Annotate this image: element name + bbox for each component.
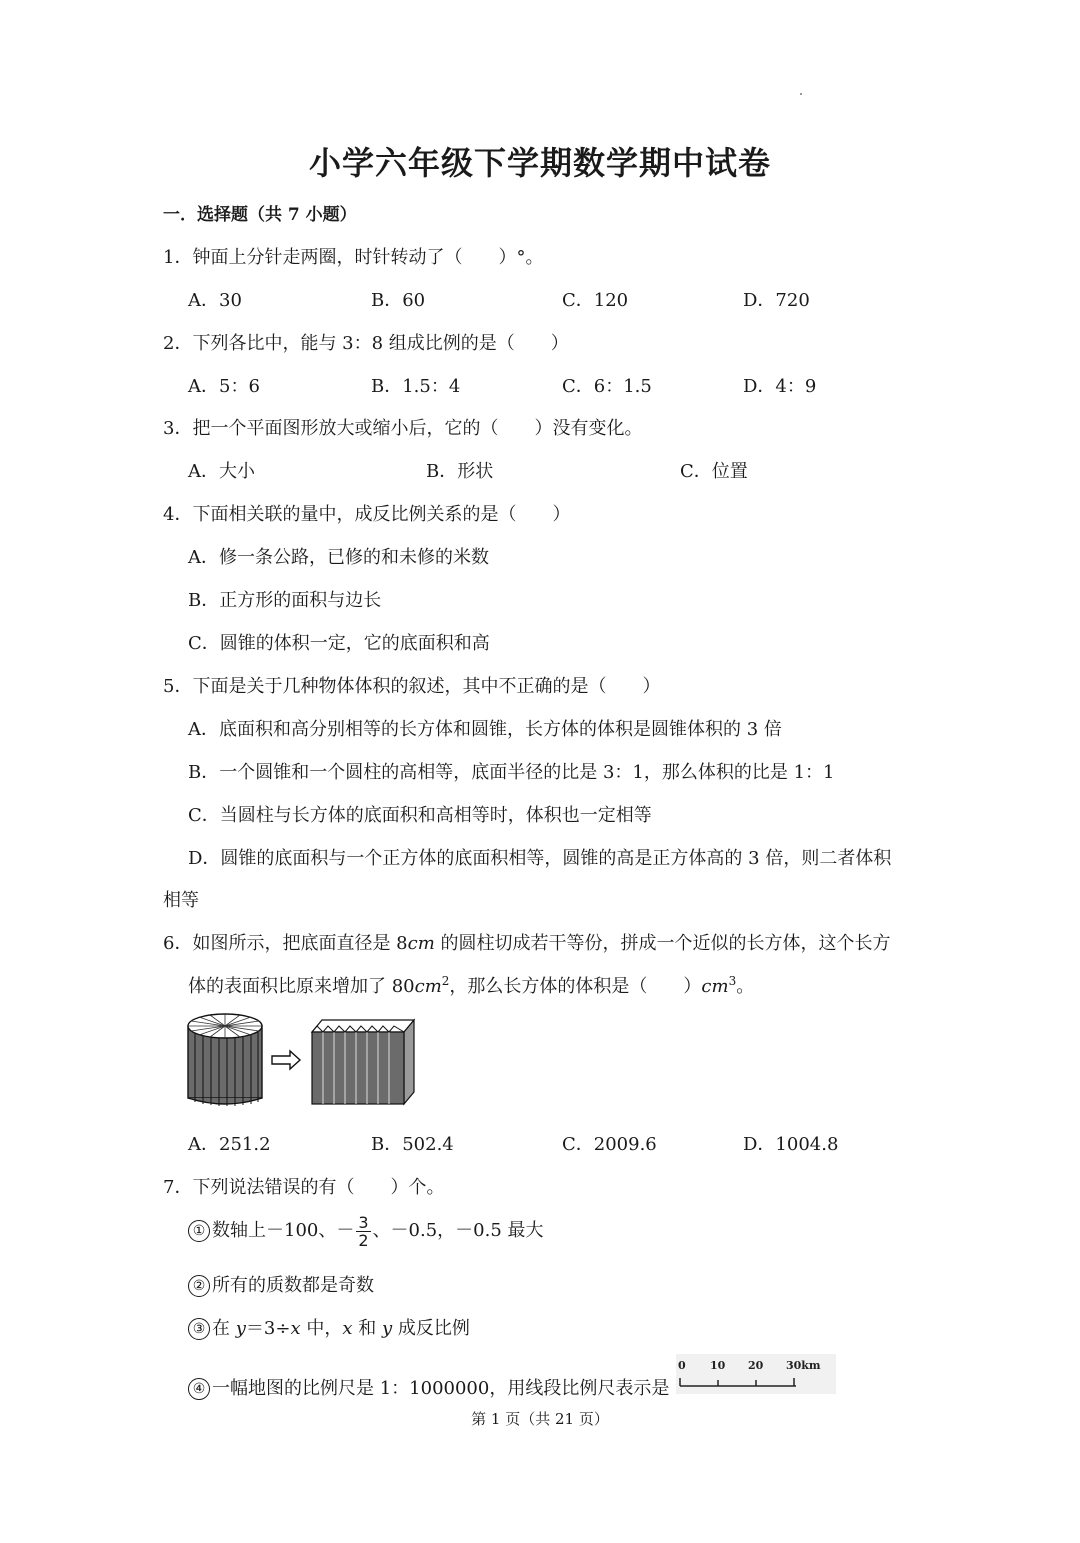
q6-unit-cm-2: cm: [414, 976, 442, 997]
q7-item-1-text-b: 、－0.5，－0.5 最大: [372, 1220, 544, 1241]
q6-text-b: 的圆柱切成若干等份，拼成一个近似的长方体，这个长方: [434, 933, 891, 954]
q6-option-a[interactable]: A．251.2: [188, 1134, 271, 1155]
q4-option-a[interactable]: A．修一条公路，已修的和未修的米数: [188, 547, 489, 568]
cuboid-figure: [312, 1020, 414, 1104]
q6-text-e: 。: [736, 976, 755, 997]
scale-bar-svg: [676, 1354, 836, 1394]
q7-item-3-text-b: ＝3÷: [245, 1318, 291, 1339]
q6-text-a: 6．如图所示，把底面直径是 8: [163, 933, 408, 954]
q5-option-b[interactable]: B．一个圆锥和一个圆柱的高相等，底面半径的比是 3：1，那么体积的比是 1：1: [188, 762, 835, 783]
q3-option-b[interactable]: B．形状: [426, 461, 494, 482]
q3-option-a[interactable]: A．大小: [188, 461, 255, 482]
var-x-2: x: [342, 1318, 353, 1339]
q7-item-3-text-a: 在: [212, 1318, 236, 1339]
question-2-stem: 2．下列各比中，能与 3：8 组成比例的是（ ）: [163, 333, 569, 354]
fraction-three-halves: [356, 1214, 370, 1249]
q2-option-b[interactable]: B．1.5：4: [371, 376, 461, 397]
q7-item-1: [188, 1208, 544, 1254]
question-7-stem: 7．下列说法错误的有（ ）个。: [163, 1177, 445, 1198]
q7-item-3-text-e: 成反比例: [392, 1318, 470, 1339]
q6-option-c[interactable]: C．2009.6: [562, 1134, 657, 1155]
question-4-stem: 4．下面相关联的量中，成反比例关系的是（ ）: [163, 504, 571, 525]
q7-item-3-text-d: 和: [352, 1318, 382, 1339]
q6-unit-cm: cm: [407, 933, 435, 954]
scale-label-0: 0: [678, 1359, 686, 1372]
circled-number-3: ③: [188, 1318, 210, 1340]
question-6-line-1: [163, 929, 891, 955]
fraction-denominator: 2: [358, 1230, 369, 1250]
scale-bar-figure: [676, 1354, 836, 1394]
q5-option-a[interactable]: A．底面积和高分别相等的长方体和圆锥，长方体的体积是圆锥体积的 3 倍: [188, 719, 782, 740]
q5-option-d[interactable]: D．圆锥的底面积与一个正方体的底面积相等，圆锥的高是正方体高的 3 倍，则二者体积: [188, 848, 892, 869]
scale-label-30km: 30km: [786, 1359, 821, 1372]
q6-sup-2: 2: [441, 974, 450, 988]
circled-number-2: ②: [188, 1275, 210, 1297]
fraction-numerator: 3: [358, 1212, 369, 1232]
q6-option-d[interactable]: D．1004.8: [743, 1134, 839, 1155]
q4-option-b[interactable]: B．正方形的面积与边长: [188, 590, 382, 611]
page-footer: 第 1 页（共 21 页）: [471, 1410, 609, 1428]
q4-option-c[interactable]: C．圆锥的体积一定，它的底面积和高: [188, 633, 490, 654]
q7-item-2-text: 所有的质数都是奇数: [212, 1275, 374, 1296]
q3-option-c[interactable]: C．位置: [680, 461, 748, 482]
question-6-line-2: [188, 972, 754, 998]
q5-option-c[interactable]: C．当圆柱与长方体的底面积和高相等时，体积也一定相等: [188, 805, 652, 826]
q6-unit-cm-3: cm: [701, 976, 729, 997]
q2-option-a[interactable]: A．5：6: [188, 376, 260, 397]
question-5-stem: 5．下面是关于几种物体体积的叙述，其中不正确的是（ ）: [163, 676, 661, 697]
q6-option-b[interactable]: B．502.4: [371, 1134, 454, 1155]
q5-option-d-continued: 相等: [163, 890, 199, 911]
q6-sup-3: 3: [728, 974, 737, 988]
q1-option-a[interactable]: A．30: [188, 290, 242, 311]
q6-text-d: ，那么长方体的体积是（ ）: [449, 976, 702, 997]
var-y: y: [235, 1318, 246, 1339]
var-x: x: [290, 1318, 301, 1339]
q2-option-c[interactable]: C．6：1.5: [562, 376, 652, 397]
var-y-2: y: [381, 1318, 393, 1339]
q6-text-c: 体的表面积比原来增加了 80: [188, 976, 415, 997]
page-title: 小学六年级下学期数学期中试卷: [308, 144, 771, 182]
question-1-stem: 1．钟面上分针走两圈，时针转动了（ ）°。: [163, 247, 544, 268]
scale-label-10: 10: [710, 1359, 726, 1372]
q7-item-3: [188, 1314, 470, 1340]
circled-number-1: ①: [188, 1220, 210, 1242]
q7-item-1-text-a: 数轴上－100、－: [212, 1220, 355, 1241]
q1-option-d[interactable]: D．720: [743, 290, 810, 311]
circled-number-4: ④: [188, 1378, 210, 1400]
speck: [800, 93, 802, 95]
section-heading: 一．选择题（共 7 小题）: [163, 205, 357, 225]
q7-item-2: [188, 1271, 374, 1297]
q2-option-d[interactable]: D．4：9: [743, 376, 817, 397]
q7-item-3-text-c: 中，: [300, 1318, 343, 1339]
scale-label-20: 20: [748, 1359, 764, 1372]
q1-option-b[interactable]: B．60: [371, 290, 426, 311]
question-3-stem: 3．把一个平面图形放大或缩小后，它的（ ）没有变化。: [163, 418, 643, 439]
cylinder-to-cuboid-figure: [186, 1012, 418, 1108]
q7-item-4-text: 一幅地图的比例尺是 1：1000000，用线段比例尺表示是: [212, 1378, 670, 1399]
q7-item-4: [188, 1374, 669, 1400]
arrow-icon: [272, 1051, 300, 1069]
q1-option-c[interactable]: C．120: [562, 290, 629, 311]
cylinder-figure: [188, 1014, 262, 1106]
